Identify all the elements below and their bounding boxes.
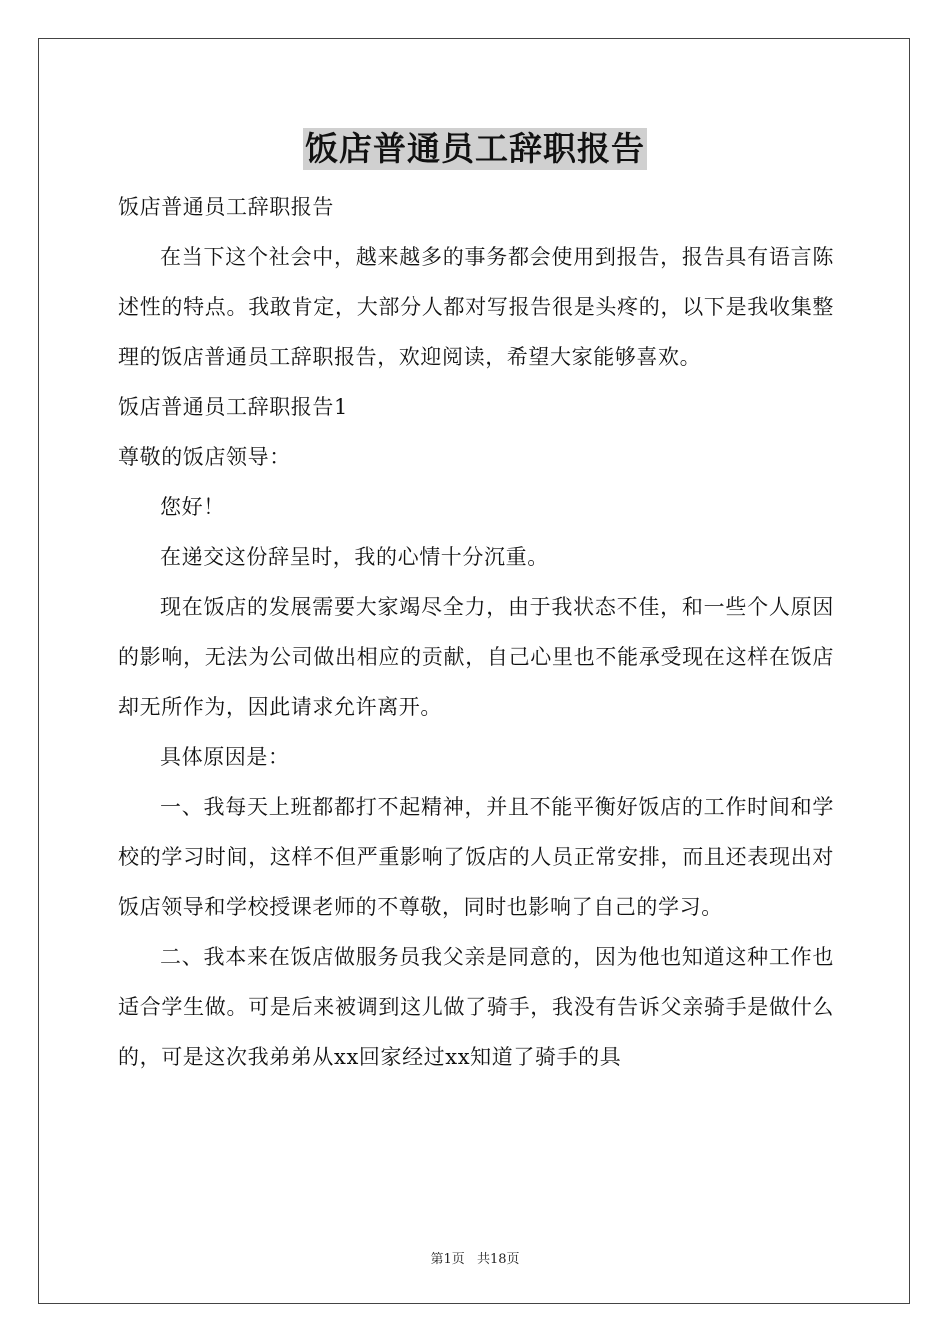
paragraph-salutation: 尊敬的饭店领导： bbox=[118, 445, 291, 469]
title-container bbox=[0, 128, 950, 170]
page-number: 第1页 bbox=[430, 1252, 465, 1267]
page-footer bbox=[0, 1248, 950, 1267]
document-title: 饭店普通员工辞职报告 bbox=[305, 129, 645, 168]
paragraph-body: 现在饭店的发展需要大家竭尽全力，由于我状态不佳，和一些个人原因的影响，无法为公司做出相应的贡献，自己心里也不能承受现在这样在饭店却无所作为，因此请求允许离开。 bbox=[118, 595, 834, 719]
paragraph-body: 在递交这份辞呈时，我的心情十分沉重。 bbox=[160, 545, 549, 569]
paragraph-greeting: 您好！ bbox=[160, 495, 225, 519]
paragraph-intro: 在当下这个社会中，越来越多的事务都会使用到报告，报告具有语言陈述性的特点。我敢肯定，大部分人都对写报告很是头疼的，以下是我收集整理的饭店普通员工辞职报告，欢迎阅读，希望大家能够喜欢。 bbox=[118, 245, 834, 369]
document-body bbox=[118, 182, 834, 1082]
paragraph-body: 二、我本来在饭店做服务员我父亲是同意的，因为他也知道这种工作也适合学生做。可是后来被调到这儿做了骑手，我没有告诉父亲骑手是做什么的，可是这次我弟弟从xx回家经过xx知道了骑手的具 bbox=[118, 945, 834, 1069]
page-total: 共18页 bbox=[476, 1252, 520, 1267]
paragraph-body: 具体原因是： bbox=[160, 745, 290, 769]
paragraph-subtitle: 饭店普通员工辞职报告 bbox=[118, 195, 334, 219]
paragraph-body: 一、我每天上班都都打不起精神，并且不能平衡好饭店的工作时间和学校的学习时间，这样不但严重影响了饭店的人员正常安排，而且还表现出对饭店领导和学校授课老师的不尊敬，同时也影响了自己的学习。 bbox=[118, 795, 834, 919]
paragraph-section-heading: 饭店普通员工辞职报告1 bbox=[118, 395, 348, 419]
